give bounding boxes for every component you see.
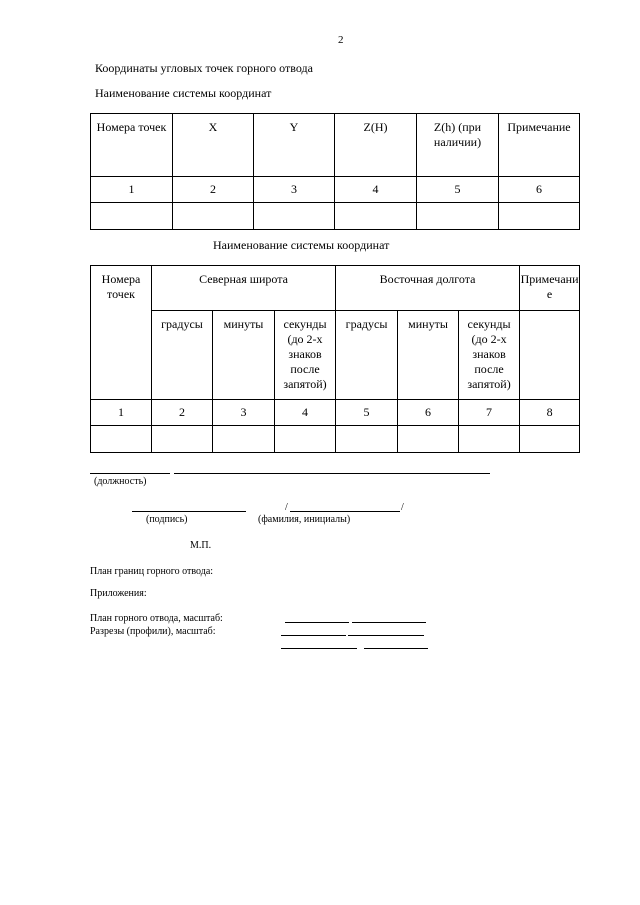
header-cell: Примечание: [499, 114, 580, 177]
page-number: 2: [338, 34, 344, 46]
empty-cell[interactable]: [499, 203, 580, 230]
plan-borders-label: План границ горного отвода:: [90, 566, 214, 577]
empty-cell: [520, 311, 580, 400]
header-cell: Примечание: [520, 266, 580, 311]
column-number: 6: [398, 400, 459, 426]
empty-cell[interactable]: [417, 203, 499, 230]
column-number: 2: [173, 177, 254, 203]
signature-line: [132, 511, 246, 512]
empty-cell[interactable]: [173, 203, 254, 230]
header-cell: Номера точек: [91, 114, 173, 177]
empty-cell[interactable]: [152, 426, 213, 453]
coord-system-label: Наименование системы координат: [95, 86, 272, 100]
column-number: 5: [417, 177, 499, 203]
header-cell: Z(h) (при наличии): [417, 114, 499, 177]
column-number-row: [91, 177, 580, 203]
column-number: 8: [520, 400, 580, 426]
empty-cell[interactable]: [275, 426, 336, 453]
column-number: 6: [499, 177, 580, 203]
attachments-label: Приложения:: [90, 588, 147, 599]
position-line-short: [90, 473, 170, 474]
subheader-cell: градусы: [152, 311, 213, 400]
table-header-row: [91, 266, 580, 311]
coord-system-label-2: Наименование системы координат: [213, 238, 390, 252]
empty-cell[interactable]: [91, 203, 173, 230]
name-label: (фамилия, инициалы): [258, 514, 351, 525]
extra-scale-line-2: [364, 648, 428, 649]
empty-cell[interactable]: [254, 203, 335, 230]
column-number: 3: [213, 400, 275, 426]
sections-scale-label: Разрезы (профили), масштаб:: [90, 626, 216, 637]
coordinates-table-geo: [90, 265, 580, 453]
position-label: (должность): [94, 476, 147, 487]
empty-cell[interactable]: [459, 426, 520, 453]
sections-scale-line-1: [281, 635, 346, 636]
empty-cell[interactable]: [520, 426, 580, 453]
coordinates-table-xyz: [90, 113, 580, 230]
column-number: 4: [335, 177, 417, 203]
subheader-cell: минуты: [398, 311, 459, 400]
position-line: [174, 473, 490, 474]
column-number: 4: [275, 400, 336, 426]
column-number: 5: [336, 400, 398, 426]
sections-scale-line-2: [348, 635, 424, 636]
plan-scale-label: План горного отвода, масштаб:: [90, 613, 223, 624]
header-cell: Номера точек: [91, 266, 152, 400]
name-line: [290, 511, 400, 512]
corner-points-heading: Координаты угловых точек горного отвода: [95, 61, 313, 75]
header-group-east: Восточная долгота: [336, 266, 520, 311]
slash-right: /: [401, 502, 404, 513]
extra-scale-line-1: [281, 648, 357, 649]
empty-cell[interactable]: [398, 426, 459, 453]
empty-cell[interactable]: [213, 426, 275, 453]
header-group-north: Северная широта: [152, 266, 336, 311]
empty-cell[interactable]: [335, 203, 417, 230]
empty-cell[interactable]: [91, 426, 152, 453]
column-number: 1: [91, 177, 173, 203]
header-cell: Z(H): [335, 114, 417, 177]
header-cell: X: [173, 114, 254, 177]
signature-label: (подпись): [146, 514, 188, 525]
subheader-cell: градусы: [336, 311, 398, 400]
plan-scale-line-2: [352, 622, 426, 623]
empty-cell[interactable]: [336, 426, 398, 453]
column-number: 7: [459, 400, 520, 426]
table-row: [91, 426, 580, 453]
column-number: 2: [152, 400, 213, 426]
seal-placeholder: М.П.: [190, 540, 212, 551]
table-subheader-row: [91, 311, 580, 400]
table-row: [91, 203, 580, 230]
plan-scale-line-1: [285, 622, 349, 623]
slash-left: /: [285, 502, 288, 513]
header-cell: Y: [254, 114, 335, 177]
subheader-cell: секунды (до 2-х знаков после запятой): [459, 311, 520, 400]
table-header-row: [91, 114, 580, 177]
subheader-cell: минуты: [213, 311, 275, 400]
column-number: 1: [91, 400, 152, 426]
column-number: 3: [254, 177, 335, 203]
subheader-cell: секунды (до 2-х знаков после запятой): [275, 311, 336, 400]
column-number-row: [91, 400, 580, 426]
